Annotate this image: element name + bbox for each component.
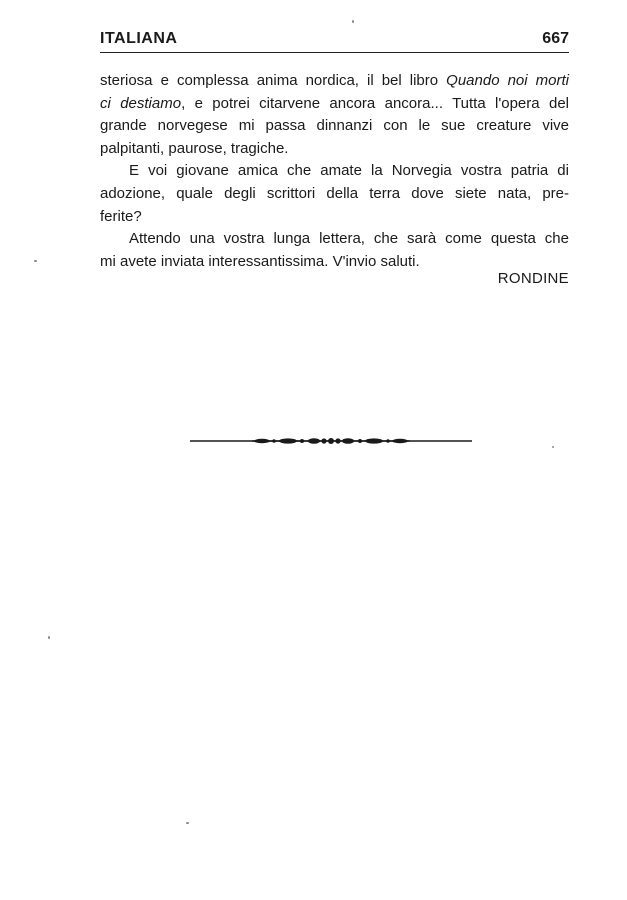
book-title-continued: ci destiamo	[100, 94, 182, 112]
body-line-9: mi avete inviata interessantissima. V'invio saluti.	[100, 252, 420, 270]
paper-speck	[552, 446, 554, 448]
running-head-title: ITALIANA	[100, 30, 178, 47]
body-line-6: adozione, quale degli scrittori della terra dove siete nata, pre-	[100, 184, 569, 202]
header-rule	[100, 52, 569, 53]
body-line-1: steriosa e complessa anima nordica, il bel libro Quando noi morti	[100, 72, 569, 89]
paper-speck	[186, 822, 189, 824]
body-line-7: ferite?	[100, 207, 142, 225]
letter-body	[100, 70, 569, 273]
body-line-2: ci destiamo, e potrei citarvene ancora ancora... Tutta l'opera del	[100, 94, 569, 112]
paper-speck	[48, 636, 50, 639]
running-head	[100, 30, 569, 52]
body-line-4: palpitanti, paurose, tragiche.	[100, 139, 289, 157]
body-line-5: E voi giovane amica che amate la Norvegia vostra patria di	[129, 162, 569, 180]
paper-speck	[352, 20, 354, 23]
paper-speck	[34, 260, 37, 262]
signature: RONDINE	[497, 270, 569, 287]
body-line-3: grande norvegese mi passa dinnanzi con le sue creature vive	[100, 117, 569, 135]
body-line-8: Attendo una vostra lunga lettera, che sarà come questa che	[129, 230, 569, 248]
decorative-rule-ornament	[190, 434, 472, 448]
page-number: 667	[542, 30, 569, 47]
book-title: Quando noi morti	[446, 72, 569, 89]
